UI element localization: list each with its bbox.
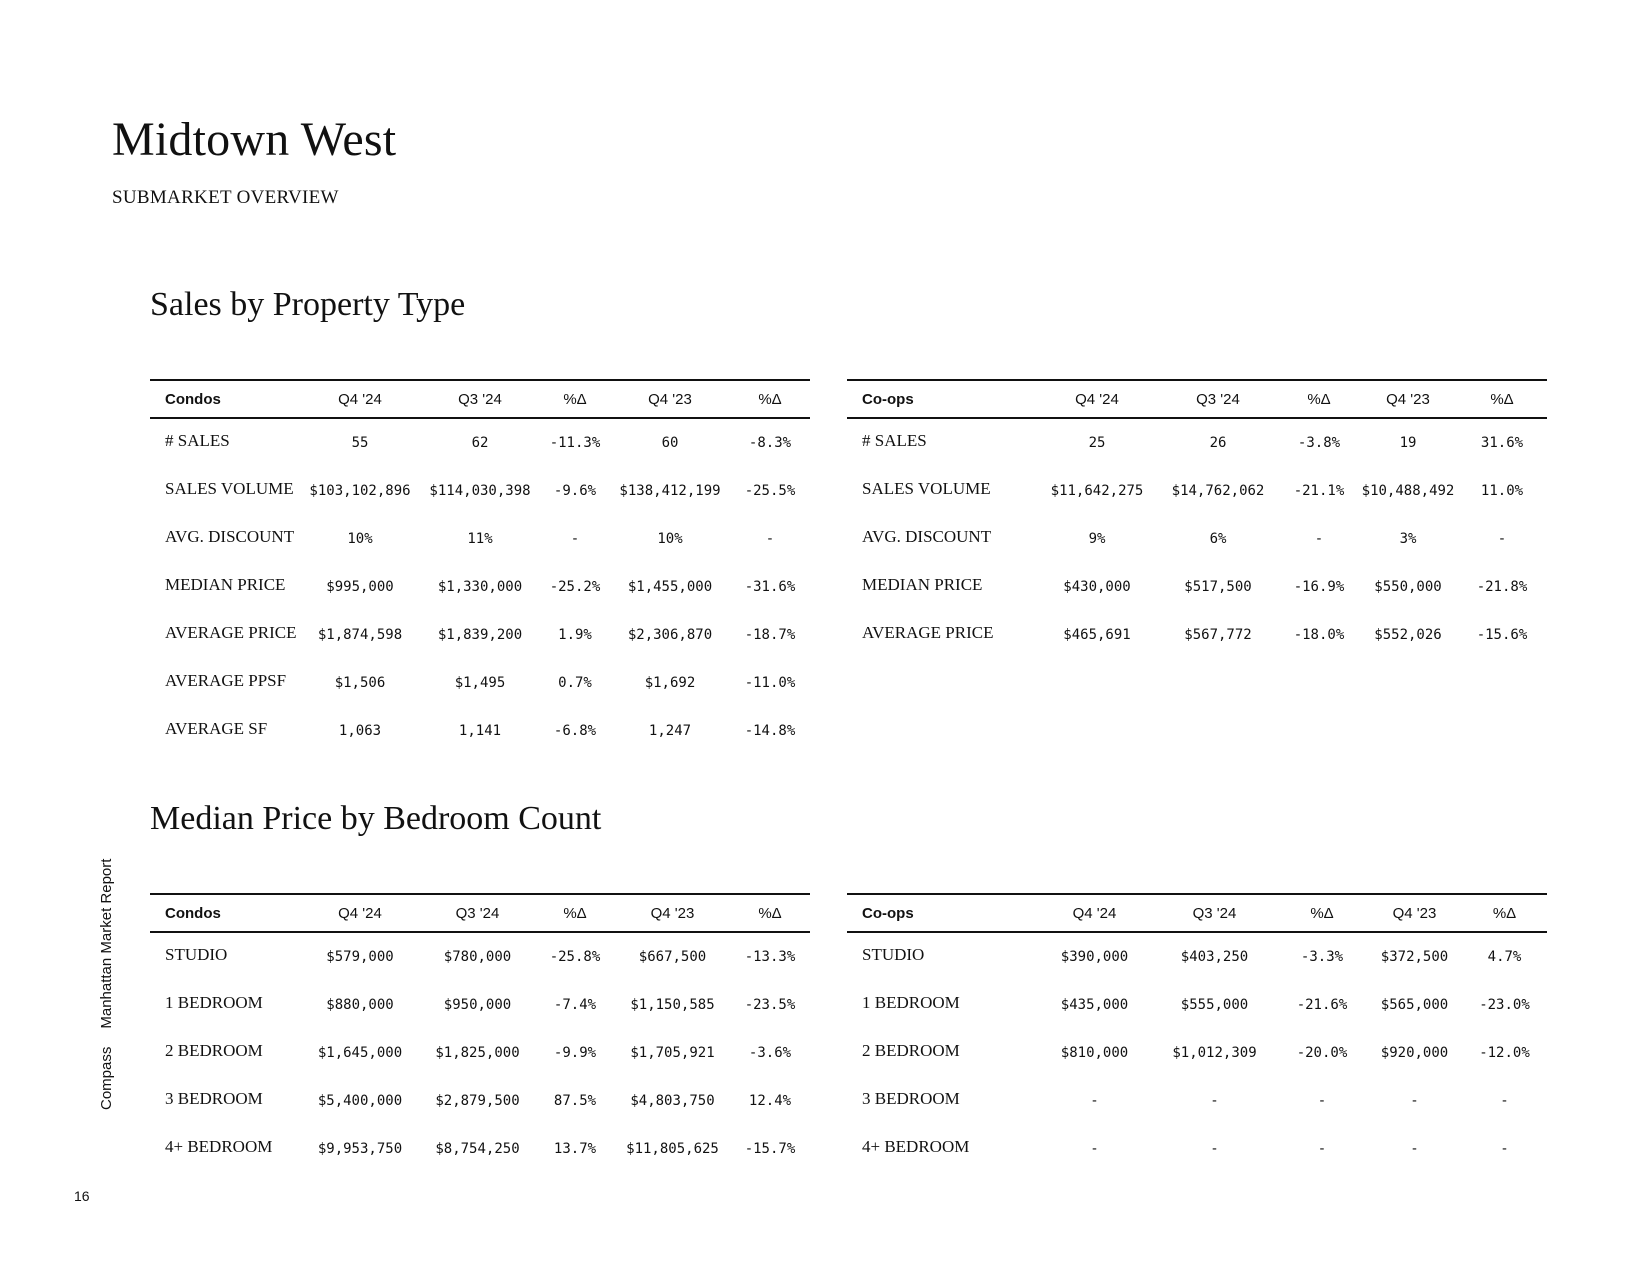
report-name: Manhattan Market Report [98,858,115,1029]
column-header: %Δ [535,894,615,932]
column-header: Co-ops [847,380,1037,418]
row-label: STUDIO [165,945,228,964]
column-header: Q4 '23 [1367,894,1462,932]
table-cell: $9,953,750 [317,1141,403,1157]
table-cell: 25 [1088,435,1106,451]
table-cell: $1,645,000 [317,1045,403,1061]
table-cell: -3.3% [1300,949,1344,965]
table-cell: -23.5% [744,997,796,1013]
row-label: AVERAGE PPSF [165,671,287,690]
table-cell: $1,839,200 [437,627,523,643]
table-cell: $880,000 [326,997,394,1013]
table-cell: 19 [1399,435,1417,451]
table-cell: -11.0% [744,675,796,691]
table-cell: - [1210,1093,1219,1109]
table-row [847,418,1547,467]
table-row [150,611,810,659]
column-header: Q3 '24 [1157,380,1279,418]
table-cell: - [1317,1141,1327,1157]
table-cell: -25.5% [744,483,796,499]
row-label: AVERAGE SF [165,719,268,738]
table-cell: -12.0% [1479,1045,1530,1061]
table-cell: 9% [1088,531,1106,547]
table-row [847,932,1547,981]
table-cell: - [765,531,775,547]
table-row [150,1029,810,1077]
table-cell: $950,000 [443,997,512,1013]
table-row [150,981,810,1029]
table-cell: $14,762,062 [1171,483,1265,499]
table-cell: - [1410,1093,1419,1109]
table-cell: - [1500,1093,1509,1109]
table-cell: $1,874,598 [317,627,403,643]
table-row [150,467,810,515]
table-row [150,515,810,563]
table-cell: -6.8% [553,723,597,739]
table-cell: $995,000 [326,579,394,595]
table-cell: - [1500,1141,1509,1157]
table-row [847,1077,1547,1125]
row-label: 2 BEDROOM [862,1041,960,1060]
column-header: %Δ [1279,380,1359,418]
table-cell: -3.8% [1297,435,1341,451]
table-cell: $1,692 [644,675,696,691]
column-header: Q4 '24 [1037,894,1152,932]
table-cell: -31.6% [744,579,796,595]
column-header: Q3 '24 [420,894,535,932]
column-header: %Δ [1277,894,1367,932]
table-cell: $372,500 [1380,949,1449,965]
row-label: SALES VOLUME [165,479,294,498]
table-cell: $920,000 [1380,1045,1449,1061]
table-cell: - [1210,1141,1219,1157]
row-label: 1 BEDROOM [862,993,960,1012]
table-cell: $550,000 [1374,579,1442,595]
table-header-row [847,894,1547,932]
table-cell: 6% [1209,531,1227,547]
column-header: Q3 '24 [420,380,540,418]
table-cell: -3.6% [748,1045,792,1061]
table-cell: $579,000 [326,949,394,965]
row-label: STUDIO [862,945,925,964]
table-cell: -18.7% [744,627,796,643]
table-cell: -8.3% [748,435,792,451]
table-cell: - [1090,1093,1099,1109]
bedroom-coops-table [847,893,1547,1173]
table-row [150,418,810,467]
table-cell: $2,306,870 [627,627,713,643]
table-cell: - [570,531,580,547]
row-label: 4+ BEDROOM [862,1137,970,1156]
table-cell: $1,506 [334,675,386,691]
table-row [150,659,810,707]
column-header: Q4 '24 [300,380,420,418]
row-label: # SALES [165,431,230,450]
column-header: Q4 '24 [1037,380,1157,418]
row-label: # SALES [862,431,927,450]
table-cell: $103,102,896 [309,483,411,499]
row-label: MEDIAN PRICE [862,575,983,594]
table-cell: - [1497,531,1507,547]
table-cell: $780,000 [443,949,512,965]
table-cell: $1,495 [454,675,506,691]
table-cell: 87.5% [553,1093,597,1109]
table-row [847,611,1547,659]
row-label: AVERAGE PRICE [862,623,994,642]
column-header: Condos [150,380,300,418]
row-label: MEDIAN PRICE [165,575,286,594]
table-cell: $1,705,921 [630,1045,715,1061]
table-row [150,1125,810,1173]
table-cell: $430,000 [1063,579,1131,595]
table-cell: -25.8% [549,949,601,965]
brand-name: Compass [98,1046,115,1110]
table-cell: $390,000 [1060,949,1129,965]
column-header: %Δ [1457,380,1547,418]
table-cell: $10,488,492 [1361,483,1455,499]
table-cell: $667,500 [638,949,707,965]
table-cell: $567,772 [1184,627,1252,643]
table-cell: 11.0% [1480,483,1524,499]
table-cell: $435,000 [1060,997,1129,1013]
table-cell: 1,063 [338,723,382,739]
table-cell: $1,012,309 [1172,1045,1257,1061]
table-cell: $1,455,000 [627,579,713,595]
table-row [150,563,810,611]
table-cell: 1.9% [558,627,592,643]
table-cell: $138,412,199 [619,483,721,499]
table-row [847,467,1547,515]
column-header: Q4 '24 [300,894,420,932]
table-cell: -13.3% [744,949,796,965]
table-cell: $114,030,398 [429,483,531,499]
table-cell: - [1317,1093,1327,1109]
table-cell: $810,000 [1060,1045,1129,1061]
table-cell: -23.0% [1479,997,1530,1013]
table-cell: -7.4% [553,997,597,1013]
table-cell: 13.7% [553,1141,597,1157]
column-header: Q4 '23 [1359,380,1457,418]
table-row [847,563,1547,611]
table-cell: 1,247 [648,723,692,739]
row-label: 1 BEDROOM [165,993,263,1012]
column-header: Q4 '23 [615,894,730,932]
table-cell: 26 [1209,435,1227,451]
table-cell: 55 [351,435,369,451]
sales-coops-table [847,379,1547,659]
table-cell: 60 [661,435,679,451]
page-number: 16 [74,1188,90,1204]
table-cell: $555,000 [1180,997,1249,1013]
table-cell: $565,000 [1380,997,1449,1013]
table-cell: 0.7% [558,675,592,691]
bedroom-condos-table [150,893,810,1173]
table-cell: -9.9% [553,1045,597,1061]
table-header-row [847,380,1547,418]
column-header: Q3 '24 [1152,894,1277,932]
table-header-row [150,894,810,932]
row-label: 3 BEDROOM [862,1089,960,1108]
column-header: Condos [150,894,300,932]
table-cell: -18.0% [1293,627,1345,643]
table-cell: -25.2% [549,579,601,595]
row-label: 2 BEDROOM [165,1041,263,1060]
table-cell: $11,642,275 [1050,483,1144,499]
table-header-row [150,380,810,418]
table-row [150,1077,810,1125]
section-title-sales: Sales by Property Type [150,286,466,323]
table-row [150,932,810,981]
row-label: AVERAGE PRICE [165,623,297,642]
table-cell: 3% [1399,531,1417,547]
table-cell: 4.7% [1487,949,1522,965]
table-cell: -20.0% [1296,1045,1348,1061]
row-label: 4+ BEDROOM [165,1137,273,1156]
table-cell: $1,150,585 [630,997,715,1013]
row-label: AVG. DISCOUNT [165,527,295,546]
table-cell: - [1314,531,1324,547]
table-cell: $465,691 [1063,627,1131,643]
table-cell: 10% [657,531,683,547]
page-subtitle: SUBMARKET OVERVIEW [112,187,339,208]
page-title: Midtown West [112,113,397,166]
table-cell: -15.6% [1476,627,1528,643]
row-label: AVG. DISCOUNT [862,527,992,546]
table-cell: $11,805,625 [626,1141,719,1157]
table-cell: $8,754,250 [435,1141,520,1157]
table-cell: $2,879,500 [435,1093,520,1109]
table-cell: - [1090,1141,1099,1157]
table-cell: -9.6% [553,483,597,499]
table-cell: $1,330,000 [437,579,523,595]
section-title-bedroom: Median Price by Bedroom Count [150,800,602,837]
table-row [847,1125,1547,1173]
table-cell: 10% [347,531,373,547]
table-cell: 62 [471,435,489,451]
column-header: %Δ [1462,894,1547,932]
table-cell: 31.6% [1480,435,1524,451]
column-header: %Δ [540,380,610,418]
table-cell: -21.6% [1296,997,1348,1013]
table-cell: $5,400,000 [317,1093,403,1109]
table-cell: 1,141 [458,723,502,739]
table-cell: $4,803,750 [630,1093,715,1109]
table-row [847,515,1547,563]
row-label: 3 BEDROOM [165,1089,263,1108]
table-cell: $517,500 [1184,579,1252,595]
table-cell: 12.4% [748,1093,792,1109]
table-cell: - [1410,1141,1419,1157]
column-header: Q4 '23 [610,380,730,418]
table-cell: -21.1% [1293,483,1345,499]
column-header: Co-ops [847,894,1037,932]
table-cell: -14.8% [744,723,796,739]
column-header: %Δ [730,894,810,932]
table-cell: -11.3% [549,435,601,451]
table-row [847,981,1547,1029]
table-row [847,1029,1547,1077]
table-cell: $403,250 [1180,949,1249,965]
table-cell: -15.7% [744,1141,796,1157]
table-cell: $552,026 [1374,627,1442,643]
sales-condos-table [150,379,810,755]
column-header: %Δ [730,380,810,418]
table-cell: 11% [467,531,493,547]
footer-report-label [98,841,115,1110]
table-cell: -16.9% [1293,579,1345,595]
row-label: SALES VOLUME [862,479,991,498]
table-cell: -21.8% [1476,579,1528,595]
table-cell: $1,825,000 [435,1045,520,1061]
table-row [150,707,810,755]
